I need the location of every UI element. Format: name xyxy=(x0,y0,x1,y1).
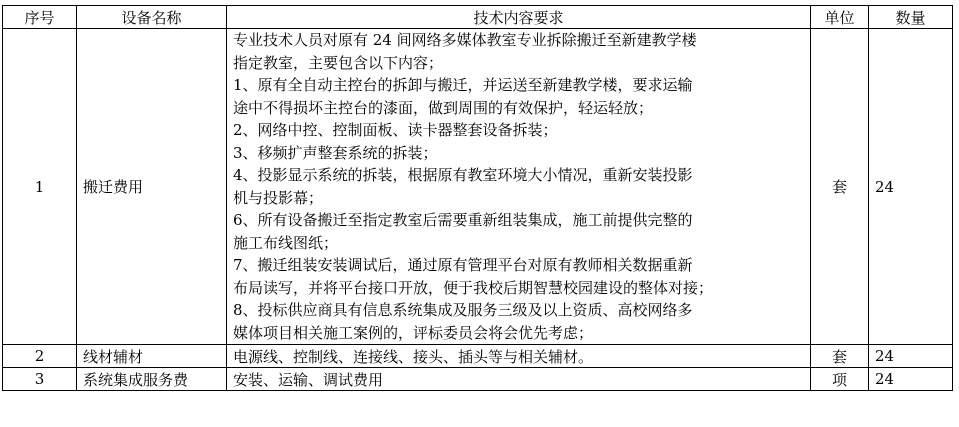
row-2-unit: 套 xyxy=(811,345,869,368)
requirement-line: 4、投影显示系统的拆装，根据原有教室环境大小情况，重新安装投影 xyxy=(233,166,693,184)
header-requirements: 技术内容要求 xyxy=(227,6,811,29)
row-3-no: 3 xyxy=(3,368,77,391)
header-no: 序号 xyxy=(3,6,77,29)
requirement-line: 7、搬迁组装安装调试后，通过原有管理平台对原有教师相关数据重新 xyxy=(233,256,693,274)
row-2-requirements: 电源线、控制线、连接线、接头、插头等与相关辅材。 xyxy=(227,345,811,368)
table-row xyxy=(3,368,953,391)
requirement-line: 2、网络中控、控制面板、读卡器整套设备拆装； xyxy=(233,121,558,139)
header-name: 设备名称 xyxy=(77,6,227,29)
row-1-unit: 套 xyxy=(811,29,869,345)
requirement-line: 1、原有全自动主控台的拆卸与搬迁，并运送至新建教学楼，要求运输 xyxy=(233,76,693,94)
requirements-table xyxy=(2,5,953,391)
header-quantity: 数量 xyxy=(869,6,953,29)
row-2-no: 2 xyxy=(3,345,77,368)
requirement-line: 6、所有设备搬迁至指定教室后需要重新组装集成，施工前提供完整的 xyxy=(233,211,693,229)
row-1-quantity: 24 xyxy=(869,29,953,345)
header-unit: 单位 xyxy=(811,6,869,29)
requirement-line: 施工布线图纸； xyxy=(233,233,339,252)
row-1-name: 搬迁费用 xyxy=(77,29,227,345)
requirement-line: 3、移频扩声整套系统的拆装； xyxy=(233,143,438,162)
row-3-quantity: 24 xyxy=(869,368,953,391)
row-1-no: 1 xyxy=(3,29,77,345)
row-3-unit: 项 xyxy=(811,368,869,391)
requirement-line: 媒体项目相关施工案例的，评标委员会将会优先考虑； xyxy=(233,323,594,342)
table-row xyxy=(3,345,953,368)
header-row xyxy=(3,6,953,29)
requirement-line: 8、投标供应商具有信息系统集成及服务三级及以上资质、高校网络多 xyxy=(233,301,693,319)
requirement-line: 机与投影幕； xyxy=(233,188,324,207)
requirement-line: 布局读写，并将平台接口开放，便于我校后期智慧校园建设的整体对接； xyxy=(233,278,714,297)
row-3-name: 系统集成服务费 xyxy=(77,368,227,391)
requirement-line: 指定教室，主要包含以下内容； xyxy=(233,53,444,72)
table-row xyxy=(3,29,953,345)
row-2-name: 线材辅材 xyxy=(77,345,227,368)
row-2-quantity: 24 xyxy=(869,345,953,368)
requirement-line: 专业技术人员对原有 24 间网络多媒体教室专业拆除搬迁至新建教学楼 xyxy=(233,31,697,49)
row-1-requirements xyxy=(227,29,811,345)
row-3-requirements: 安装、运输、调试费用 xyxy=(227,368,811,391)
requirement-line: 途中不得损坏主控台的漆面，做到周围的有效保护，轻运轻放； xyxy=(233,98,654,117)
table-wrapper xyxy=(2,5,953,391)
